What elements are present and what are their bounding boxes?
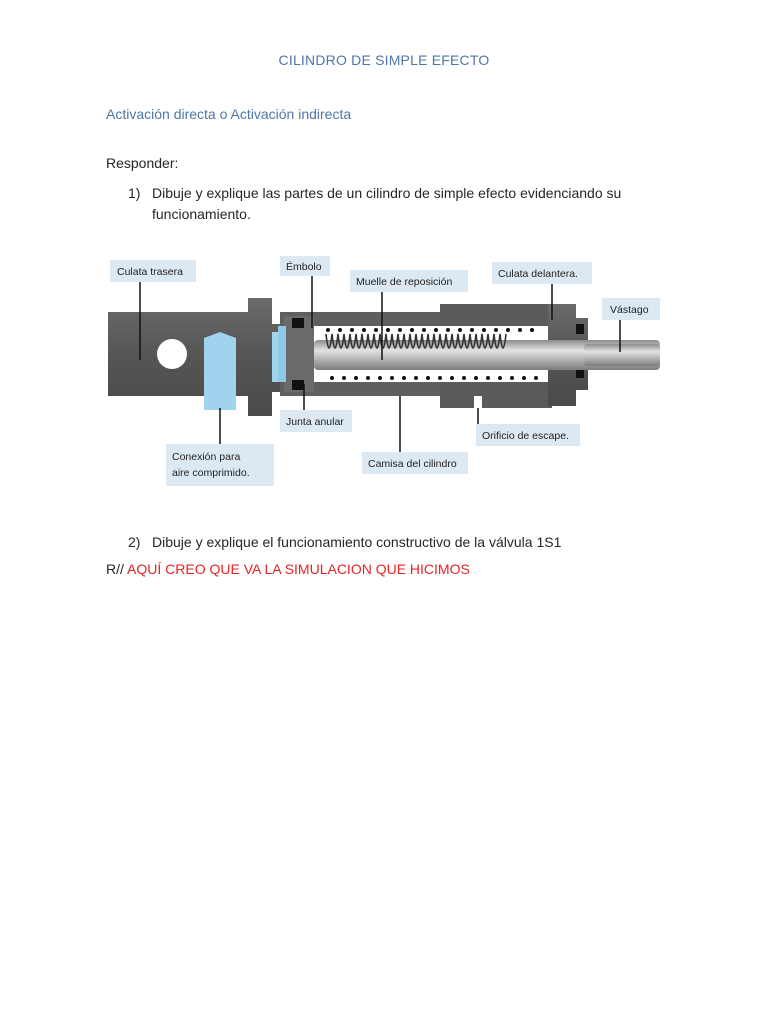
air-passage (204, 332, 236, 410)
document-title: CILINDRO DE SIMPLE EFECTO (278, 52, 490, 68)
label-junta-anular: Junta anular (286, 416, 344, 428)
answer-text: AQUÍ CREO QUE VA LA SIMULACION QUE HICIMOS (127, 561, 470, 577)
cylinder-diagram (100, 248, 670, 494)
label-camisa: Camisa del cilindro (368, 458, 457, 470)
rod-end (584, 344, 660, 366)
question-1 (128, 183, 672, 225)
question-number: 1) (128, 185, 141, 201)
respond-label: Responder: (106, 155, 179, 171)
label-culata-trasera: Culata trasera (117, 266, 183, 278)
label-conexion-line1: Conexión para (172, 451, 241, 463)
question-text: Dibuje y explique las partes de un cilindro de simple efecto evidenciando su funcionamiento. (152, 185, 622, 222)
question-text: Dibuje y explique el funcionamiento constructivo de la válvula 1S1 (152, 534, 562, 550)
answer-prefix: R// (106, 561, 124, 577)
label-orificio: Orificio de escape. (482, 430, 569, 442)
question-2 (128, 532, 672, 553)
rear-cap (108, 298, 284, 416)
cylinder-diagram-svg (100, 248, 670, 494)
front-seal-top (576, 324, 584, 334)
answer-line (106, 561, 470, 577)
label-muelle: Muelle de reposición (356, 276, 453, 288)
piston-seal-bottom (292, 380, 304, 390)
document-subtitle: Activación directa o Activación indirecta (106, 106, 352, 122)
piston-seal-top (292, 318, 304, 328)
label-vastago: Vástago (610, 304, 649, 316)
middle-bottom (440, 382, 552, 408)
question-number: 2) (128, 534, 141, 550)
piston-face (278, 326, 286, 382)
inlet-hole (157, 339, 187, 369)
label-embolo: Émbolo (286, 261, 322, 273)
label-culata-delantera: Culata delantera. (498, 268, 578, 280)
middle-top (440, 304, 552, 326)
label-conexion-line2: aire comprimido. (172, 467, 250, 479)
